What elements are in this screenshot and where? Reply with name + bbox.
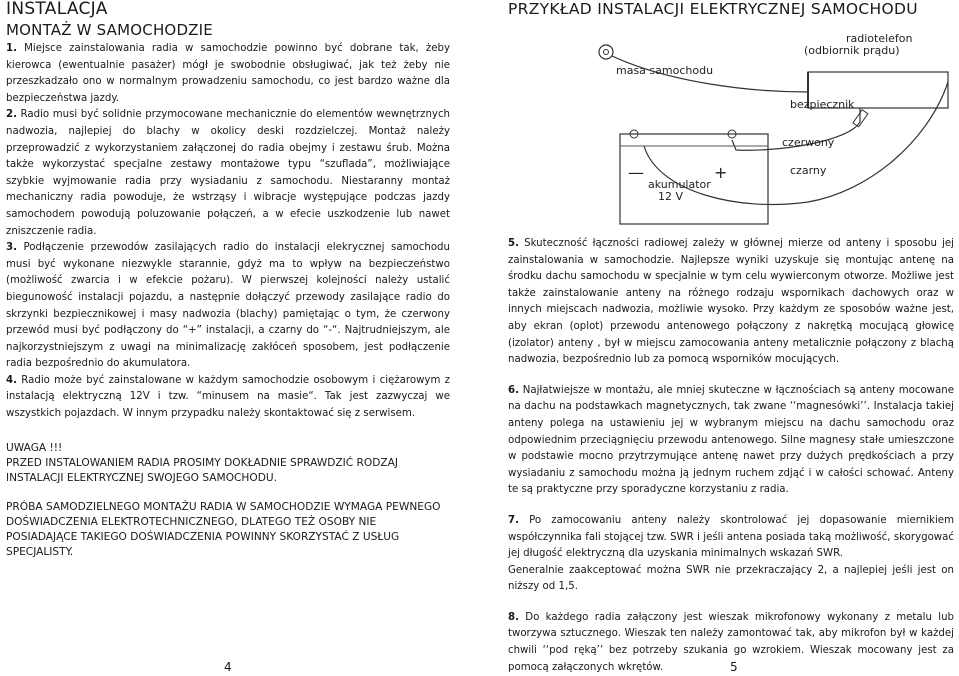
paragraph-number: 3. — [6, 242, 17, 254]
ground-label: masa samochodu — [616, 64, 714, 77]
ground-terminal-icon — [599, 45, 613, 59]
paragraph-3 — [6, 240, 450, 373]
warning-experience-required: PRÓBA SAMODZIELNEGO MONTAŻU RADIA W SAMOCHODZIE WYMAGA PEWNEGO DOŚWIADCZENIA ELEKTROTECHNICZNEGO, DLATEGO TEŻ OSOBY NIE POSIADAJĄCE TAKIEGO DOŚWIADCZENIA POWINNY SKORZYSTAĆ Z USŁUG SPECJALISTY. — [6, 500, 441, 558]
paragraph-7-continued: Generalnie zaakceptować można SWR nie przekraczający 2, a najlepiej jeśli jest on niższy od 1,5. — [508, 564, 954, 593]
paragraph-text: Podłączenie przewodów zasilających radio do instalacji elekrycznej samochodu musi być wykonane niezwykle starannie, gdyż ma to wpływ na bezpieczeństwo (możliwość zwarcia i w efekcie pożaru). W pierwszej kolejności należy ustalić biegunowość instalacji pojazdu, a następnie dołączyć przewody zasilające radio do skrzynki bezpiecznikowej i masy nadwozia (blachy) pamiętając o tym, że czerwony przewód musi być podłączony do “+” instalacji, a czarny do “-“. Najtrudniejszym, ale najkorzystniejszym z uwagi na minimalizację zakłóceń sposobem, jest podłączenie radia bezpośrednio do akumulatora. — [6, 242, 450, 370]
paragraph-text: Radio może być zainstalowane w każdym samochodzie osobowym i ciężarowym z instalacją elektryczną 12V i tzw. “minusem na masie“. Tak jest zazwyczaj we wszystkich pojazdach. W innym przypadku należy skontaktować się z serwisem. — [6, 374, 450, 420]
fuse-label: bezpiecznik — [790, 98, 855, 111]
paragraph-number: 1. — [6, 43, 17, 54]
diagram-title: PRZYKŁAD INSTALACJI ELEKTRYCZNEJ SAMOCHODU — [508, 0, 918, 18]
paragraph-1 — [6, 41, 450, 107]
page-title: INSTALACJA — [6, 0, 108, 19]
paragraph-6 — [508, 383, 954, 499]
warning-check-installation: PRZED INSTALOWANIEM RADIA PROSIMY DOKŁADNIE SPRAWDZIĆ RODZAJ INSTALACJI ELEKTRYCZNEJ SWOJEGO SAMOCHODU. — [6, 456, 399, 484]
radio-sublabel: (odbiornik prądu) — [804, 44, 900, 57]
paragraph-number: 4. — [6, 374, 17, 386]
paragraph-text: Miejsce zainstalowania radia w samochodzie powinno być dobrane tak, żeby kierowca (ewentualnie pasażer) mógł je swobodnie obsługiwać, jak też żeby nie przeszkadzało ono w normalnym prowadzeniu samochodu, co jest bardzo ważne dla bezpieczeństwa jazdy. — [6, 43, 450, 104]
paragraph-2 — [6, 107, 450, 240]
page-number-right: 5 — [730, 660, 738, 674]
battery-voltage: 12 V — [658, 190, 684, 203]
red-wire-label: czerwony — [782, 136, 835, 149]
left-page — [6, 0, 450, 560]
section-title: MONTAŻ W SAMOCHODZIE — [6, 21, 213, 39]
page-number-left: 4 — [224, 660, 232, 674]
paragraph-5 — [508, 236, 954, 369]
wiring-diagram — [508, 22, 954, 228]
paragraph-number: 2. — [6, 109, 17, 121]
paragraph-number: 6. — [508, 384, 519, 396]
paragraph-text: Najłatwiejsze w montażu, ale mniej skuteczne w łącznościach są anteny mocowane na dachu na podstawkach magnetycznych, tak zwane ‘‘magnesówki’’. Instalacja takiej anteny polega na ustawieniu jej w wybranym miejscu na dachu samochodu oraz odpowiednim przeciągnięciu przewodu antenowego. Silne magnesy stałe umieszczone w podstawie mocno przytrzymujące antenę nawet przy dużych prędkościach a przy wysiadaniu z samochodu można ją jednym ruchem zdjąć i w całości schować. Anteny te są praktyczne przy sporadyczne korzystaniu z radia. — [508, 384, 954, 496]
paragraph-text: Radio musi być solidnie przymocowane mechanicznie do elementów wewnętrznych nadwozia, najlepiej do blachy w okolicy deski rozdzielczej. Montaż należy przeprowadzić z wykorzystaniem załączonej do radia obejmy i zestawu śrub. Można także wykorzystać specjalne zestawy montażowe typu “szuflada”, możliwiające szybkie wyjmowanie radia przy wysiadaniu z samochodu. Niestaranny montaż mechaniczny radia powoduje, że wstrząsy i wibracje występujące podczas jazdy samochodem powodują poluzowanie połączeń, a w efecie uszkodzenie lub nawet zniszczenie radia. — [6, 109, 450, 237]
warning-heading: UWAGA !!! — [6, 441, 63, 454]
paragraph-number: 5. — [508, 238, 519, 249]
paragraph-number: 8. — [508, 611, 519, 623]
battery-plus: + — [714, 163, 728, 182]
radio-label: radiotelefon — [846, 32, 913, 45]
black-wire-label: czarny — [790, 164, 827, 177]
battery-label: akumulator — [648, 178, 711, 191]
battery-minus: — — [628, 163, 644, 182]
paragraph-4 — [6, 373, 450, 423]
right-page — [508, 0, 954, 673]
paragraph-text: Do każdego radia załączony jest wieszak mikrofonowy wykonany z metalu lub tworzywa sztucznego. Wieszak ten należy zamontować tak, aby mikrofon był w każdej chwili ‘‘pod ręką’’ bez potrzeby szukania go wzrokiem. Wieszak mocowany jest za pomocą załączonych wkrętów. — [508, 611, 954, 673]
paragraph-text: Skuteczność łączności radiowej zależy w głównej mierze od anteny i sposobu jej zainstalowania w samochodzie. Najlepsze wyniki uzyskuje się montując antenę na środku dachu samochodu w specjalnie w tym celu wywierconym otworze. Możliwe jest także zainstalowanie anteny na różnego rodzaju wspornikach dachowych oraz w innych miejscach nadwozia, możliwie wysoko. Przy każdym ze sposobów ważne jest, aby ekran (oplot) przewodu antenowego połączony z nakrętką mocującą głowicę (izolator) anteny , był w miejscu zamocowania anteny metalicznie połączony z blachą nadwozia, bezpośrednio lub za pomocą wsporników mocujących. — [508, 238, 954, 366]
paragraph-7 — [508, 513, 954, 563]
paragraph-number: 7. — [508, 514, 519, 526]
paragraph-text: Po zamocowaniu anteny należy skontrolować jej dopasowanie miernikiem współczynnika fali stojącej tzw. SWR i jeśli antena posiada taką możliwość, skorygować jej długość elektryczną dla uzyskania minimalnych wskazań SWR. — [508, 514, 954, 560]
